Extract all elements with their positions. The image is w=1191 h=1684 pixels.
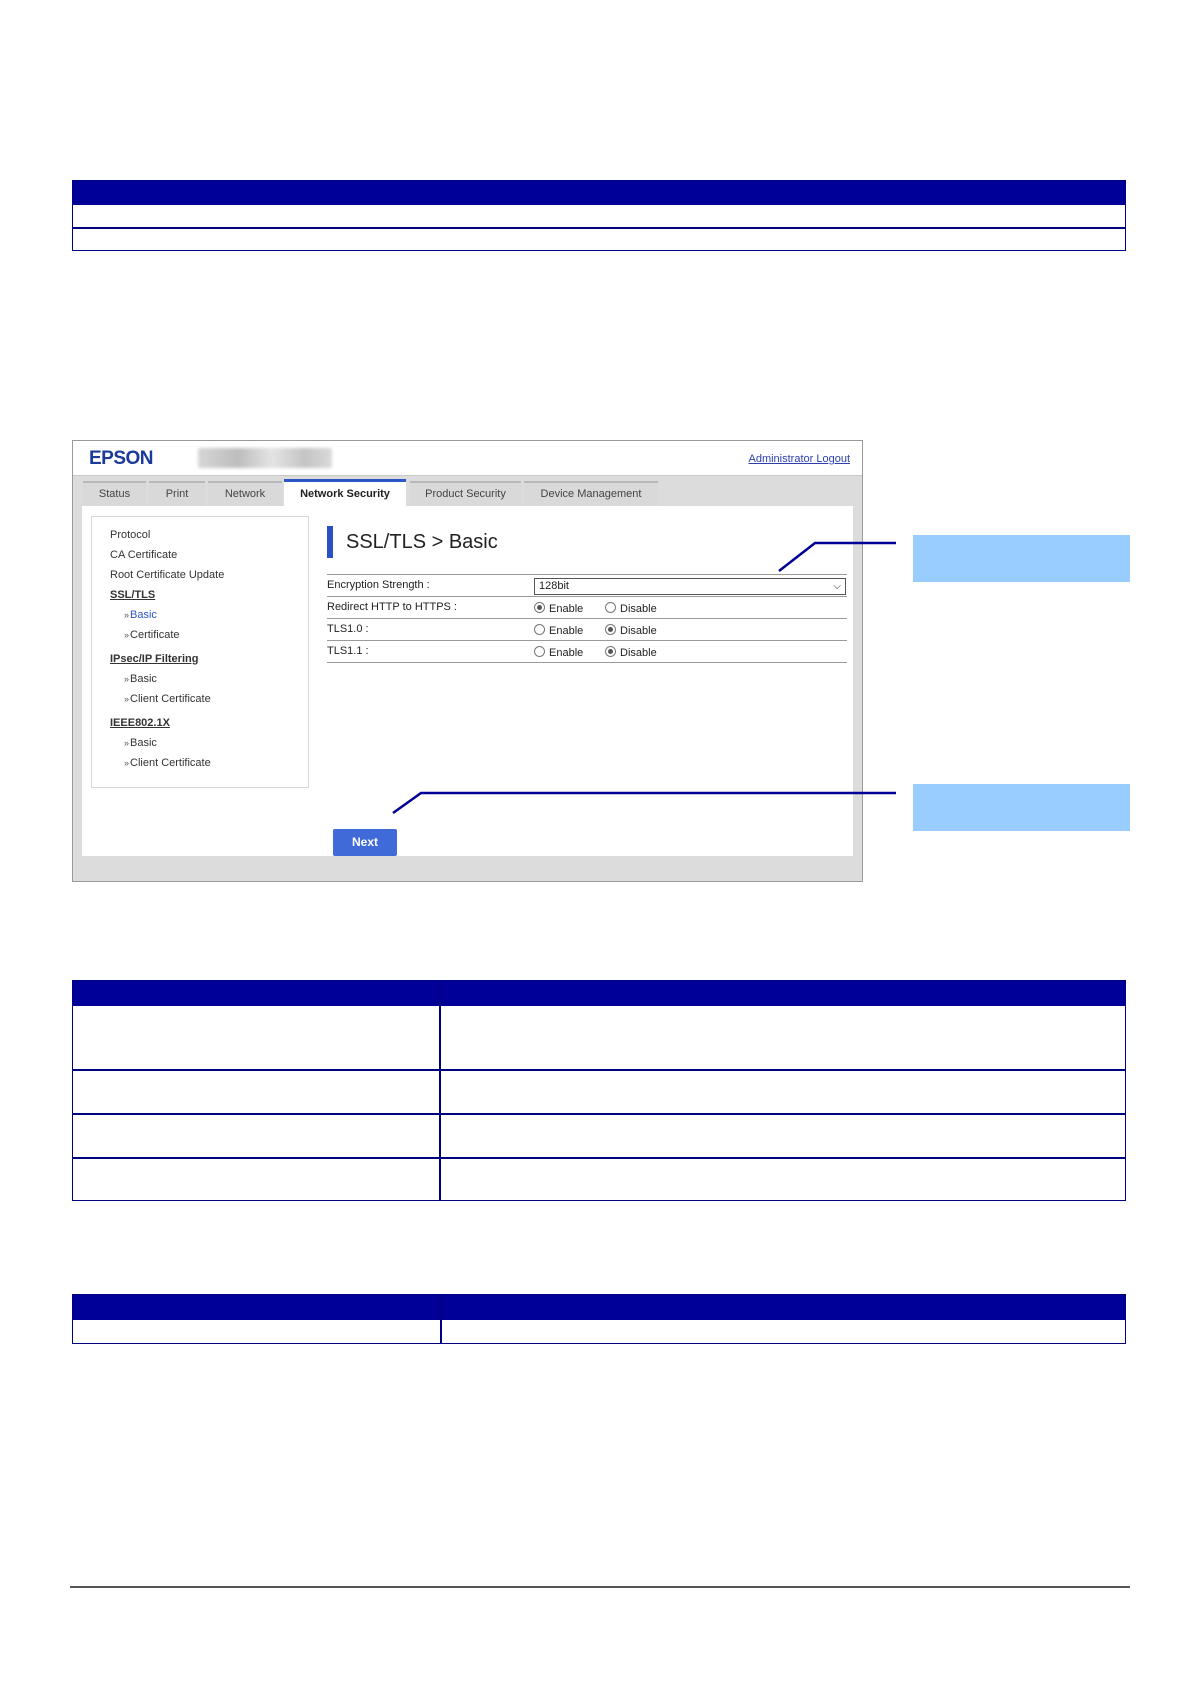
row-tls10 <box>327 618 847 640</box>
sidebar-item-ssl-tls[interactable]: SSL/TLS <box>110 589 156 601</box>
row-redirect-https <box>327 596 847 618</box>
content-area <box>82 506 853 856</box>
sidebar <box>91 516 309 788</box>
tls10-label: TLS1.0 : <box>327 623 369 635</box>
blurred-model-name <box>198 448 332 468</box>
tab-network[interactable]: Network <box>208 481 282 506</box>
tab-device-management[interactable]: Device Management <box>524 481 658 506</box>
footer-rule <box>70 1586 1130 1588</box>
tab-product-security[interactable]: Product Security <box>410 481 521 506</box>
bottom-table <box>72 1294 1126 1344</box>
encryption-strength-value: 128bit <box>539 580 569 592</box>
callout-box-encryption <box>913 535 1130 582</box>
redirect-disable-radio[interactable] <box>605 602 657 615</box>
sidebar-item-protocol[interactable]: Protocol <box>110 529 151 541</box>
tls10-enable-radio[interactable] <box>534 624 583 637</box>
tls11-enable-radio[interactable] <box>534 646 583 659</box>
bottom-table-column-divider <box>440 1295 442 1343</box>
tls10-enable-label: Enable <box>549 625 584 637</box>
administrator-logout-link[interactable]: Administrator Logout <box>748 453 850 465</box>
chevron-down-icon: ⌵ <box>833 581 841 592</box>
settings-table <box>72 980 1126 1201</box>
sidebar-item-ssl-certificate[interactable]: » Certificate <box>124 629 180 641</box>
encryption-strength-label: Encryption Strength : <box>327 579 430 591</box>
tls11-disable-radio[interactable] <box>605 646 657 659</box>
page-title: SSL/TLS > Basic <box>327 526 498 558</box>
sidebar-item-root-certificate-update[interactable]: Root Certificate Update <box>110 569 225 581</box>
radio-unselected-icon <box>534 646 545 657</box>
radio-unselected-icon <box>605 602 616 613</box>
web-config-screenshot <box>72 440 863 882</box>
settings-table-header <box>73 981 1125 1006</box>
redirect-enable-radio[interactable] <box>534 602 583 615</box>
tab-network-security[interactable]: Network Security <box>284 479 406 506</box>
settings-table-row-divider <box>73 1113 1125 1115</box>
redirect-disable-label: Disable <box>620 603 657 615</box>
top-table <box>72 180 1126 251</box>
row-tls11 <box>327 640 847 662</box>
tab-status[interactable]: Status <box>83 481 146 506</box>
epson-logo: EPSON <box>89 448 154 469</box>
app-header <box>73 441 862 476</box>
radio-selected-icon <box>605 646 616 657</box>
bottom-table-header <box>73 1295 1125 1320</box>
sidebar-item-ipsec-basic[interactable]: » Basic <box>124 673 157 685</box>
tls10-disable-label: Disable <box>620 625 657 637</box>
tls11-label: TLS1.1 : <box>327 645 369 657</box>
top-table-divider <box>73 227 1125 229</box>
sidebar-item-ieee-basic[interactable]: » Basic <box>124 737 157 749</box>
tls10-disable-radio[interactable] <box>605 624 657 637</box>
tls11-disable-label: Disable <box>620 647 657 659</box>
settings-table-row-divider <box>73 1069 1125 1071</box>
radio-unselected-icon <box>534 624 545 635</box>
encryption-strength-select[interactable] <box>534 578 846 595</box>
redirect-https-label: Redirect HTTP to HTTPS : <box>327 601 457 613</box>
radio-selected-icon <box>534 602 545 613</box>
tls11-enable-label: Enable <box>549 647 584 659</box>
redirect-enable-label: Enable <box>549 603 584 615</box>
top-table-header <box>73 181 1125 205</box>
sidebar-item-ipsec-client-certificate[interactable]: » Client Certificate <box>124 693 211 705</box>
tab-print[interactable]: Print <box>149 481 205 506</box>
sidebar-item-ieee-client-certificate[interactable]: » Client Certificate <box>124 757 211 769</box>
sidebar-item-ca-certificate[interactable]: CA Certificate <box>110 549 178 561</box>
sidebar-item-ipsec[interactable]: IPsec/IP Filtering <box>110 653 199 665</box>
callout-box-next <box>913 784 1130 831</box>
next-button[interactable]: Next <box>333 829 397 856</box>
radio-selected-icon <box>605 624 616 635</box>
sidebar-item-ieee8021x[interactable]: IEEE802.1X <box>110 717 170 729</box>
form-bottom-border <box>327 662 847 663</box>
settings-table-column-divider <box>439 981 441 1200</box>
sidebar-item-ssl-basic[interactable]: » Basic <box>124 609 157 621</box>
row-encryption-strength <box>327 574 847 596</box>
settings-table-row-divider <box>73 1157 1125 1159</box>
